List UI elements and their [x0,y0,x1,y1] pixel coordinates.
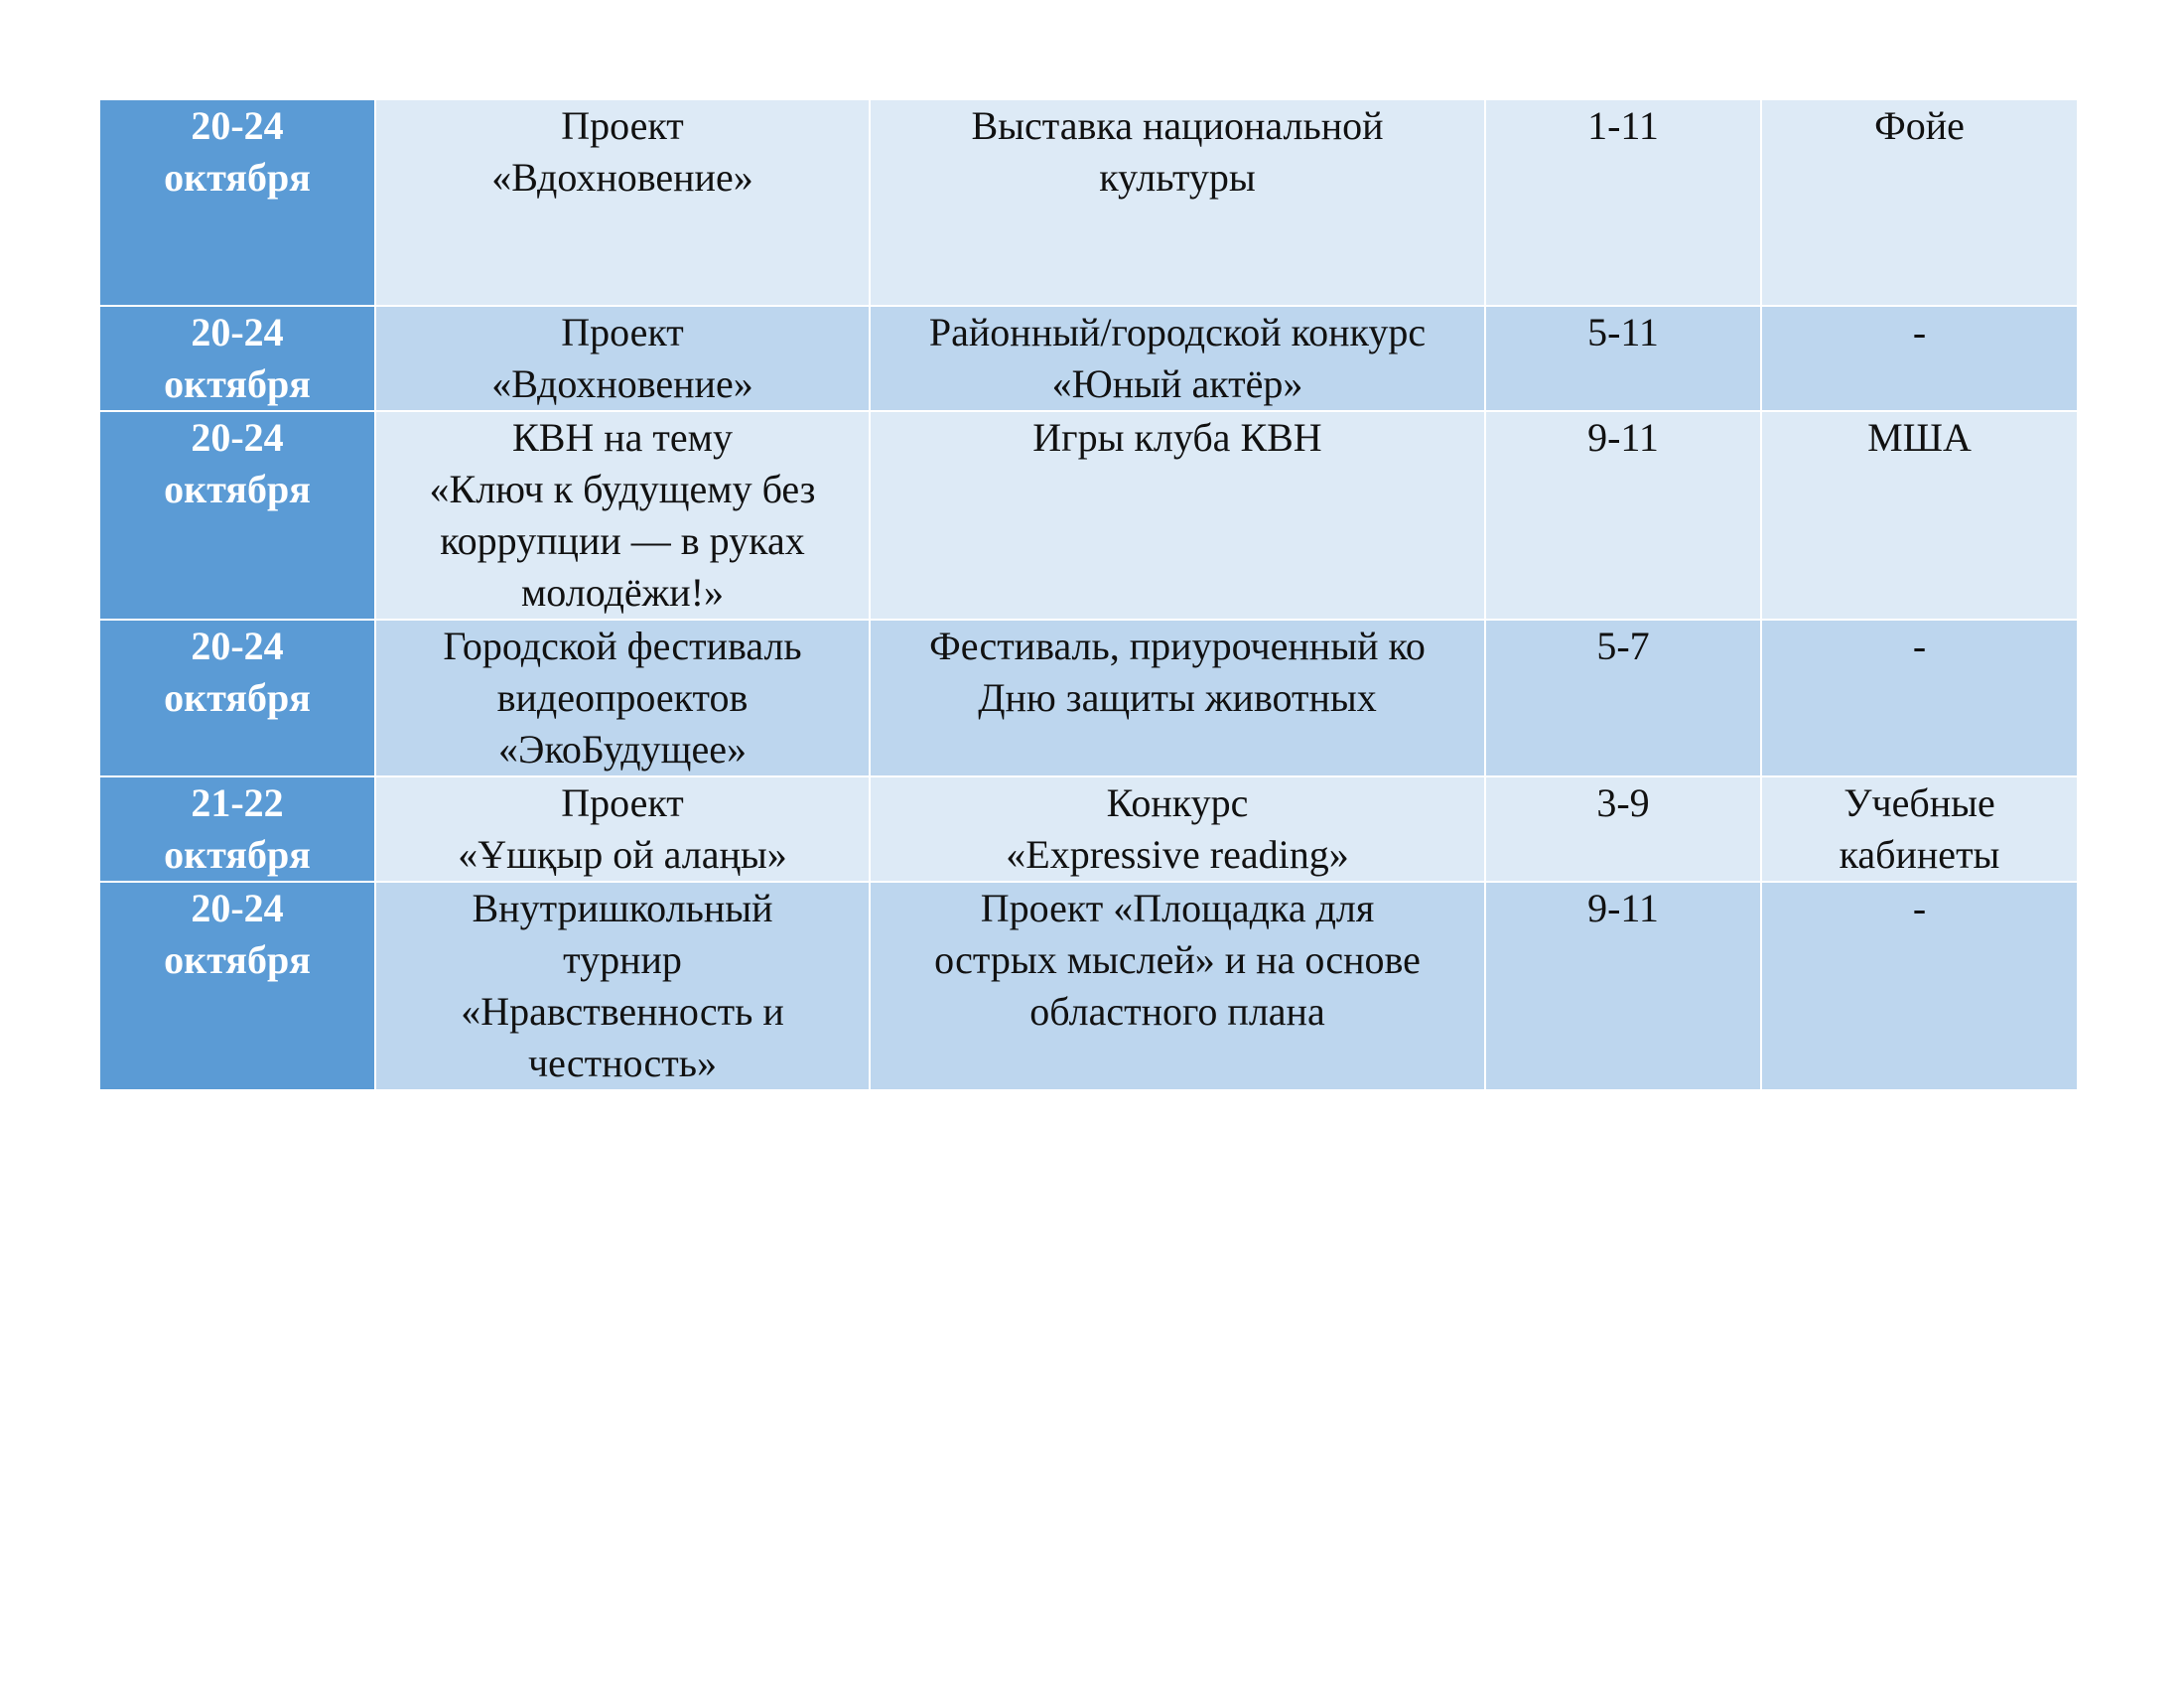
grades-value: 3-9 [1596,780,1650,825]
description-line: культуры [1099,155,1256,200]
description-line: Проект «Площадка для [980,886,1375,930]
event-line: честность» [528,1041,717,1085]
date-month: октября [164,937,311,982]
location-cell [1761,411,2078,620]
event-line: «Вдохновение» [491,361,753,406]
description-line: Районный/городской конкурс [928,310,1427,354]
description-cell [870,620,1485,776]
table-row [99,882,2078,1090]
description-line: Выставка национальной [971,103,1384,148]
location-cell [1761,882,2078,1090]
table-row [99,99,2078,306]
event-line: «Нравственность и [461,989,784,1034]
grades-value: 9-11 [1587,886,1659,930]
grades-cell [1485,620,1761,776]
date-month: октября [164,361,311,406]
description-line: Конкурс [1106,780,1249,825]
description-line: «Юный актёр» [1051,361,1303,406]
date-month: октября [164,675,311,720]
date-range: 21-22 [191,780,284,825]
events-table [98,98,2079,1091]
event-line: «Ключ к будущему без [429,467,816,511]
date-month: октября [164,832,311,877]
description-cell [870,776,1485,882]
table-row [99,776,2078,882]
event-line: видеопроектов [496,675,749,720]
event-line: «ЭкоБудущее» [498,727,747,772]
event-line: турнир [563,937,682,982]
description-line: областного плана [1029,989,1325,1034]
location-line: - [1912,886,1927,930]
location-cell [1761,776,2078,882]
description-line: Дню защиты животных [978,675,1377,720]
description-line: «Expressive reading» [1006,832,1349,877]
location-line: - [1912,624,1927,668]
location-cell [1761,620,2078,776]
location-line: Учебные [1843,780,1995,825]
description-cell [870,306,1485,411]
grades-cell [1485,306,1761,411]
location-line: кабинеты [1839,832,2000,877]
table-row [99,411,2078,620]
event-cell [375,882,870,1090]
date-cell [99,306,375,411]
event-line: Городской фестиваль [443,624,802,668]
date-cell [99,411,375,620]
event-cell [375,99,870,306]
event-line: Внутришкольный [472,886,773,930]
description-cell [870,411,1485,620]
location-line: Фойе [1874,103,1965,148]
event-line: «Ұшқыр ой алаңы» [458,832,787,877]
event-line: «Вдохновение» [491,155,753,200]
grades-cell [1485,411,1761,620]
location-cell [1761,306,2078,411]
event-line: Проект [561,780,684,825]
event-line: КВН на тему [512,415,733,460]
date-cell [99,882,375,1090]
event-cell [375,411,870,620]
date-cell [99,620,375,776]
location-line: - [1912,310,1927,354]
description-line: Игры клуба КВН [1032,415,1322,460]
event-line: Проект [561,103,684,148]
description-line: Фестиваль, приуроченный ко [929,624,1426,668]
table-row [99,620,2078,776]
date-cell [99,99,375,306]
event-line: Проект [561,310,684,354]
event-line: молодёжи!» [520,570,725,615]
event-line: коррупции — в руках [440,518,805,563]
date-range: 20-24 [191,624,284,668]
date-month: октября [164,155,311,200]
event-cell [375,306,870,411]
grades-cell [1485,776,1761,882]
date-range: 20-24 [191,103,284,148]
date-range: 20-24 [191,415,284,460]
grades-value: 9-11 [1587,415,1659,460]
date-month: октября [164,467,311,511]
description-cell [870,882,1485,1090]
grades-cell [1485,99,1761,306]
location-line: МША [1867,415,1972,460]
date-range: 20-24 [191,886,284,930]
description-line: острых мыслей» и на основе [934,937,1421,982]
table-row [99,306,2078,411]
grades-cell [1485,882,1761,1090]
description-cell [870,99,1485,306]
grades-value: 5-11 [1587,310,1659,354]
event-cell [375,776,870,882]
location-cell [1761,99,2078,306]
grades-value: 5-7 [1596,624,1650,668]
event-cell [375,620,870,776]
date-range: 20-24 [191,310,284,354]
grades-value: 1-11 [1587,103,1659,148]
date-cell [99,776,375,882]
